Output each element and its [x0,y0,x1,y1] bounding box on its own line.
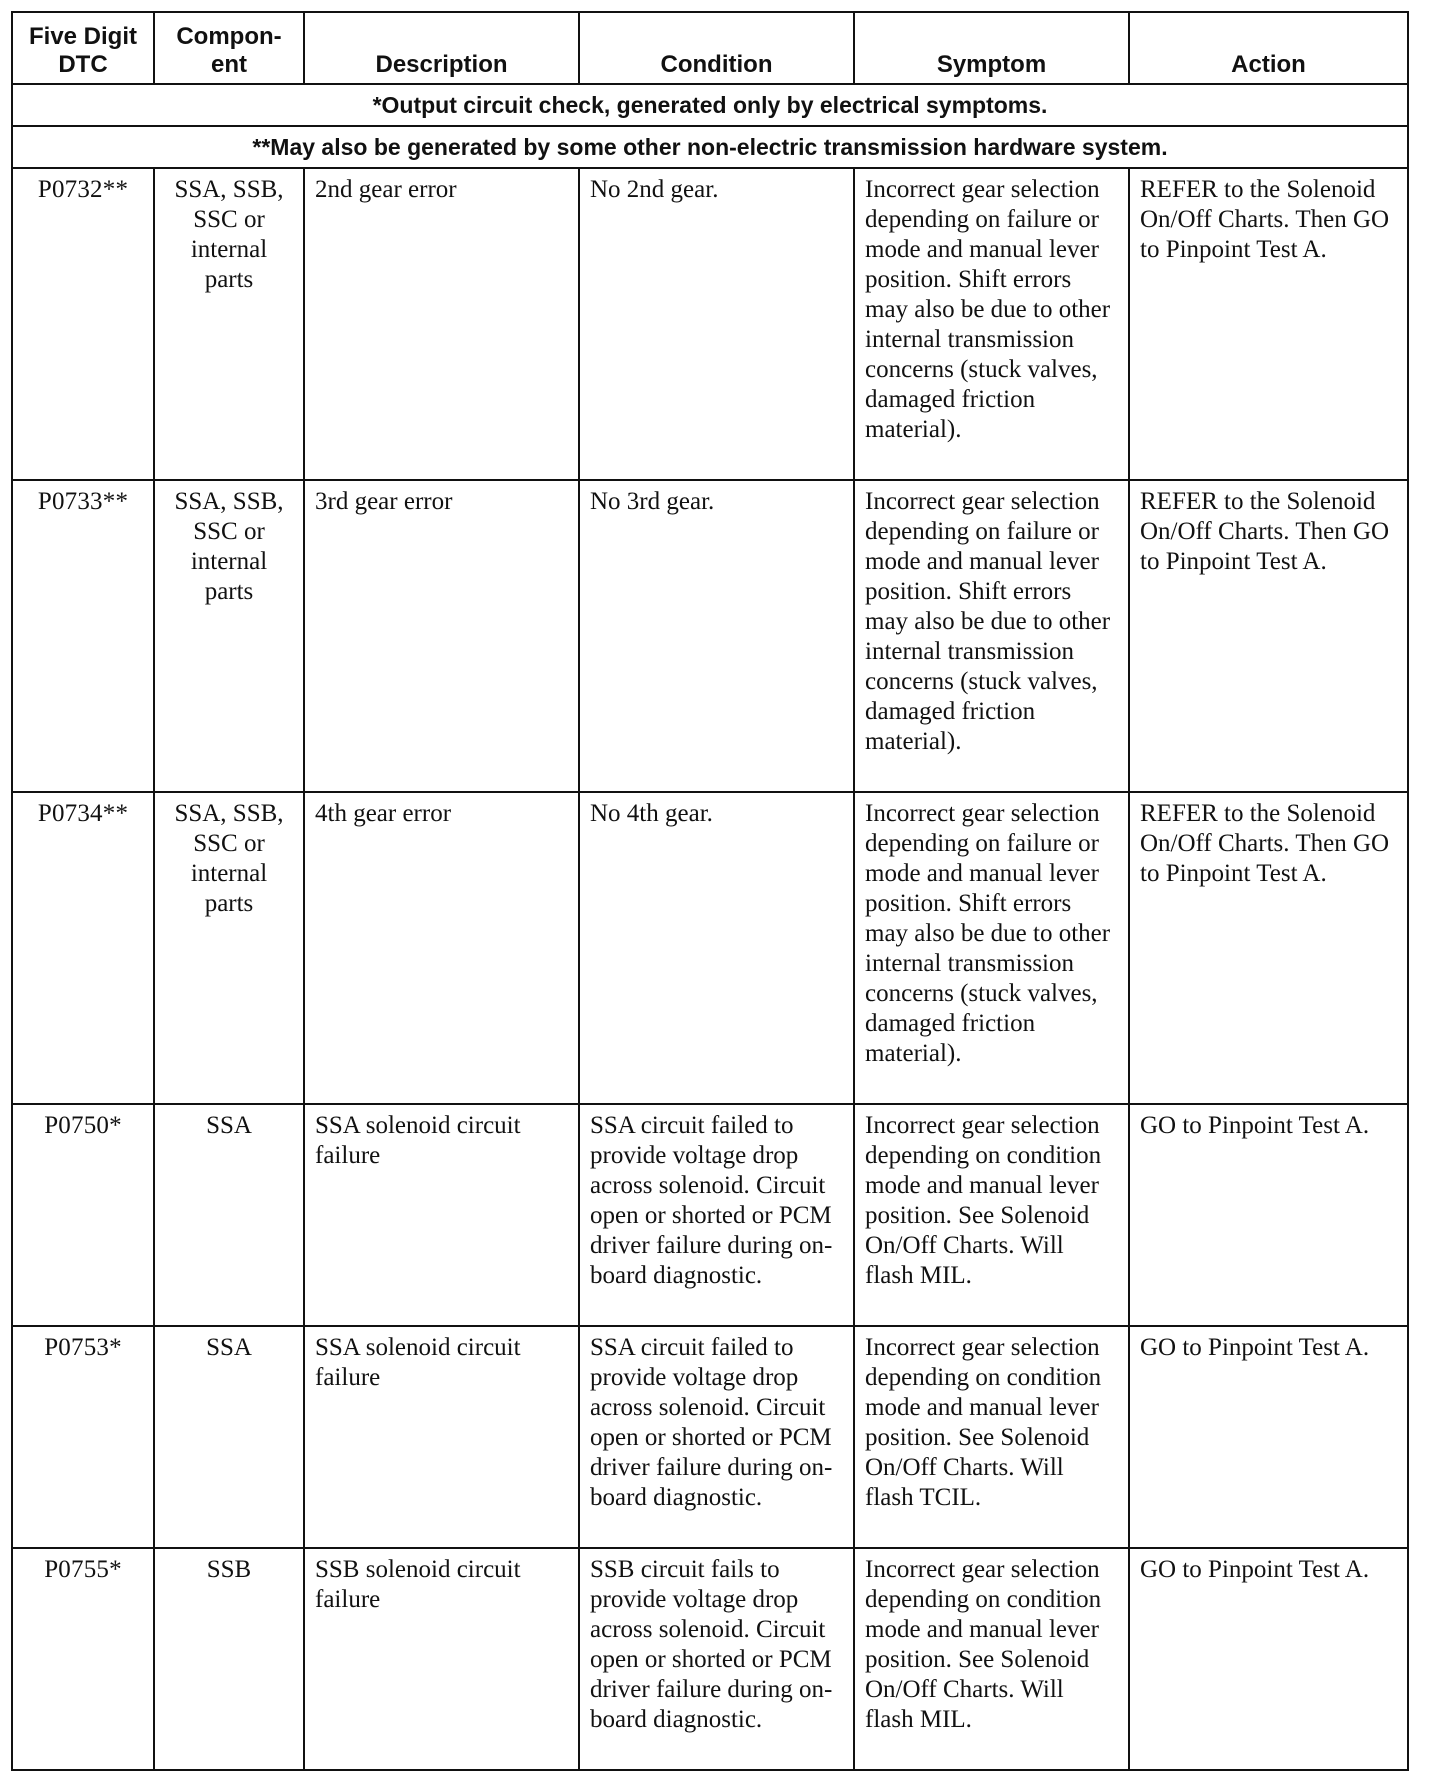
header-action: Action [1129,12,1408,84]
note-row-2 [12,126,1408,168]
action-cell: REFER to the Solenoid On/Off Charts. Then GO to Pinpoint Test A. [1129,168,1408,480]
action-cell: REFER to the Solenoid On/Off Charts. Then GO to Pinpoint Test A. [1129,792,1408,1104]
header-component: Compon- ent [154,12,304,84]
table-row [12,1548,1408,1770]
description-cell: 2nd gear error [304,168,579,480]
condition-cell: No 2nd gear. [579,168,854,480]
dtc-code: P0733** [12,480,154,792]
symptom-cell: Incorrect gear selection depending on condition mode and manual lever position. See Solenoid On/Off Charts. Will flash MIL. [854,1104,1129,1326]
condition-cell: No 4th gear. [579,792,854,1104]
condition-cell: No 3rd gear. [579,480,854,792]
table-row [12,1326,1408,1548]
table-row [12,480,1408,792]
table-row [12,168,1408,480]
description-cell: SSA solenoid circuit failure [304,1104,579,1326]
component-cell: SSA, SSB, SSC or internal parts [154,480,304,792]
action-cell: REFER to the Solenoid On/Off Charts. Then GO to Pinpoint Test A. [1129,480,1408,792]
condition-cell: SSB circuit fails to provide voltage drop across solenoid. Circuit open or shorted or PCM driver failure during on-board diagnostic. [579,1548,854,1770]
table-row [12,792,1408,1104]
header-condition: Condition [579,12,854,84]
component-cell: SSB [154,1548,304,1770]
description-cell: 3rd gear error [304,480,579,792]
description-cell: 4th gear error [304,792,579,1104]
note-electrical-only: *Output circuit check, generated only by electrical symptoms. [12,84,1408,126]
dtc-code: P0755* [12,1548,154,1770]
condition-cell: SSA circuit failed to provide voltage drop across solenoid. Circuit open or shorted or PCM driver failure during on-board diagnostic. [579,1326,854,1548]
dtc-code: P0753* [12,1326,154,1548]
symptom-cell: Incorrect gear selection depending on condition mode and manual lever position. See Solenoid On/Off Charts. Will flash MIL. [854,1548,1129,1770]
dtc-code: P0734** [12,792,154,1104]
component-cell: SSA [154,1326,304,1548]
dtc-table [11,11,1409,1771]
symptom-cell: Incorrect gear selection depending on failure or mode and manual lever position. Shift errors may also be due to other internal transmission concerns (stuck valves, damaged friction material). [854,480,1129,792]
table-row [12,1104,1408,1326]
condition-cell: SSA circuit failed to provide voltage drop across solenoid. Circuit open or shorted or PCM driver failure during on-board diagnostic. [579,1104,854,1326]
header-row [12,12,1408,84]
action-cell: GO to Pinpoint Test A. [1129,1548,1408,1770]
action-cell: GO to Pinpoint Test A. [1129,1326,1408,1548]
header-description: Description [304,12,579,84]
header-dtc: Five Digit DTC [12,12,154,84]
dtc-code: P0732** [12,168,154,480]
symptom-cell: Incorrect gear selection depending on condition mode and manual lever position. See Solenoid On/Off Charts. Will flash TCIL. [854,1326,1129,1548]
description-cell: SSB solenoid circuit failure [304,1548,579,1770]
action-cell: GO to Pinpoint Test A. [1129,1104,1408,1326]
note-row-1 [12,84,1408,126]
description-cell: SSA solenoid circuit failure [304,1326,579,1548]
component-cell: SSA, SSB, SSC or internal parts [154,792,304,1104]
component-cell: SSA [154,1104,304,1326]
note-non-electric: **May also be generated by some other non-electric transmission hardware system. [12,126,1408,168]
header-symptom: Symptom [854,12,1129,84]
dtc-code: P0750* [12,1104,154,1326]
component-cell: SSA, SSB, SSC or internal parts [154,168,304,480]
symptom-cell: Incorrect gear selection depending on failure or mode and manual lever position. Shift errors may also be due to other internal transmission concerns (stuck valves, damaged friction material). [854,792,1129,1104]
symptom-cell: Incorrect gear selection depending on failure or mode and manual lever position. Shift errors may also be due to other internal transmission concerns (stuck valves, damaged friction material). [854,168,1129,480]
